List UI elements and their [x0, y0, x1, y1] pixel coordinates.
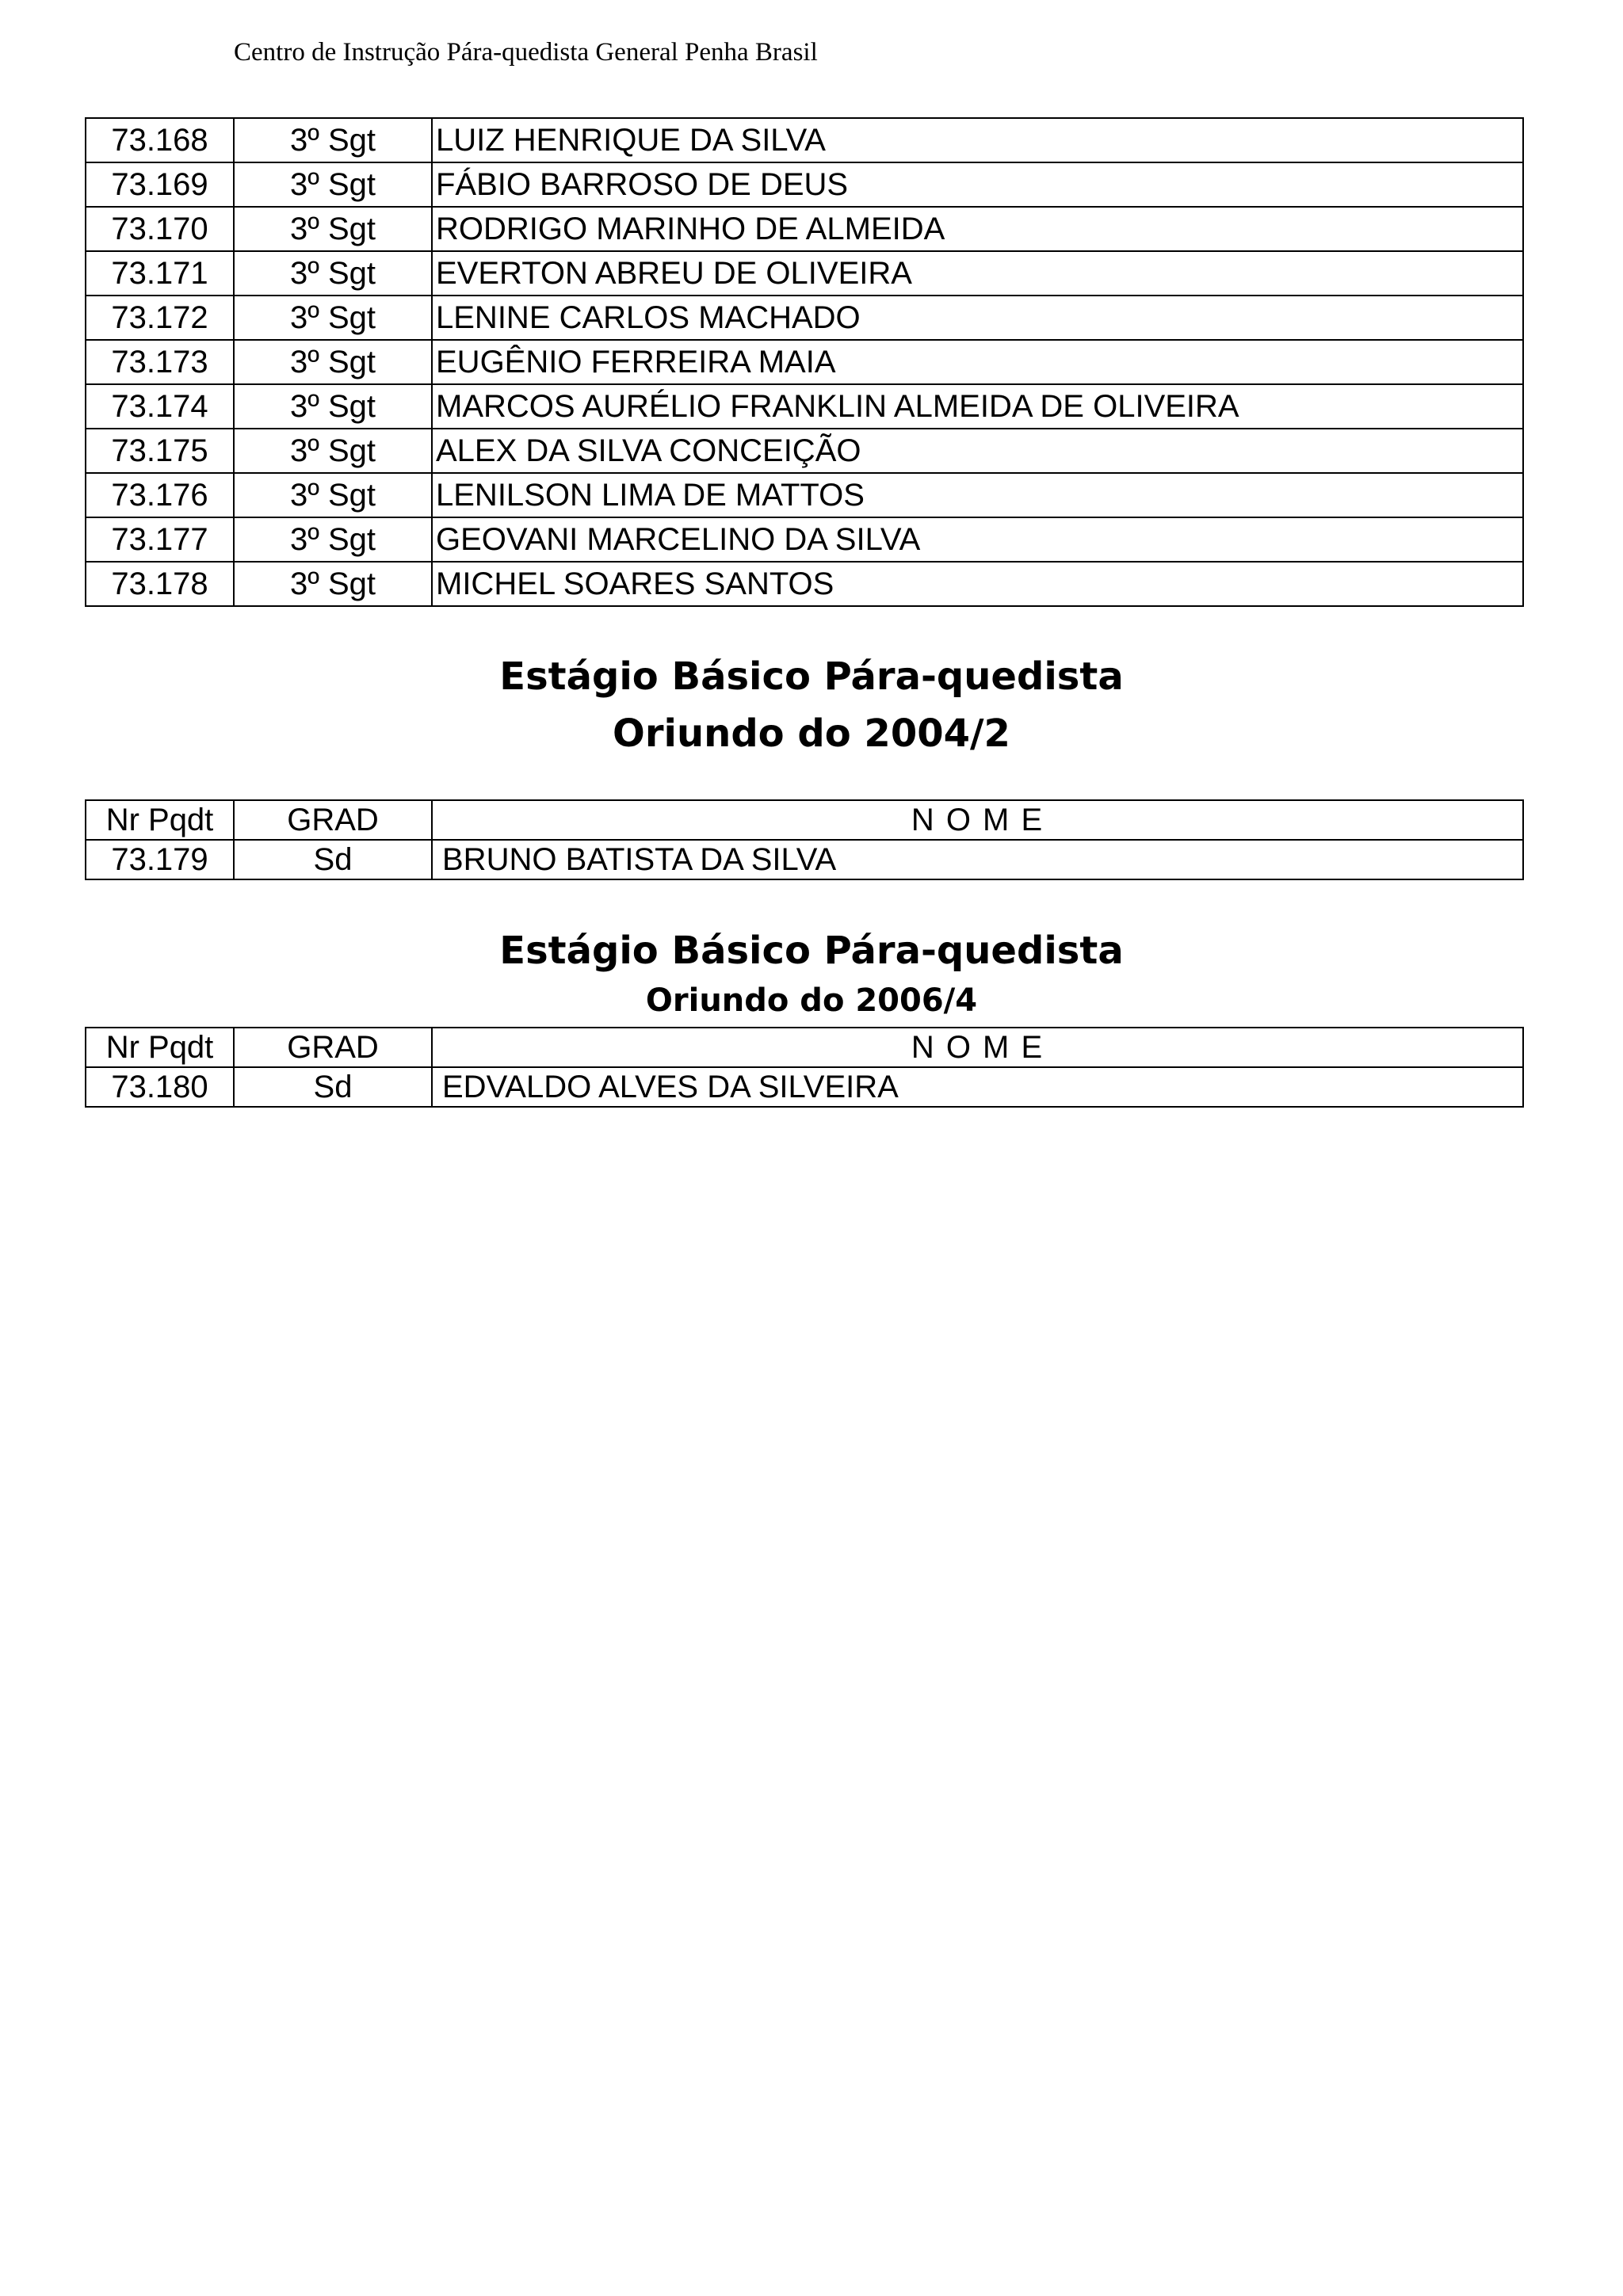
- table-header-row: [86, 1028, 1523, 1067]
- roster-table: [85, 117, 1524, 607]
- nr-pqdt-cell: 73.169: [86, 162, 234, 207]
- nr-pqdt-cell: 73.180: [86, 1067, 234, 1107]
- section-2006-subtitle: Oriundo do 2006/4: [645, 982, 978, 1019]
- name-cell: MARCOS AURÉLIO FRANKLIN ALMEIDA DE OLIVEIRA: [432, 384, 1523, 429]
- column-header-grad: GRAD: [234, 800, 432, 840]
- name-cell: EUGÊNIO FERREIRA MAIA: [432, 340, 1523, 384]
- section-2006-title: Estágio Básico Pára-quedista: [499, 929, 1124, 973]
- table-row: [86, 517, 1523, 562]
- nr-pqdt-cell: 73.174: [86, 384, 234, 429]
- grad-cell: 3º Sgt: [234, 340, 432, 384]
- roster-table-2004: [85, 799, 1524, 880]
- page-header: Centro de Instrução Pára-quedista General Penha Brasil: [234, 38, 818, 67]
- nr-pqdt-cell: 73.172: [86, 296, 234, 340]
- table-row: [86, 562, 1523, 606]
- column-header-grad: GRAD: [234, 1028, 432, 1067]
- grad-cell: 3º Sgt: [234, 429, 432, 473]
- nr-pqdt-cell: 73.168: [86, 118, 234, 162]
- grad-cell: 3º Sgt: [234, 207, 432, 251]
- table-row: [86, 384, 1523, 429]
- grad-cell: 3º Sgt: [234, 384, 432, 429]
- table-row: [86, 162, 1523, 207]
- grad-cell: 3º Sgt: [234, 118, 432, 162]
- name-cell: MICHEL SOARES SANTOS: [432, 562, 1523, 606]
- grad-cell: 3º Sgt: [234, 296, 432, 340]
- table-row: [86, 340, 1523, 384]
- table-row: [86, 840, 1523, 879]
- nr-pqdt-cell: 73.176: [86, 473, 234, 517]
- column-header-nome: N O M E: [432, 1028, 1523, 1067]
- nr-pqdt-cell: 73.177: [86, 517, 234, 562]
- nr-pqdt-cell: 73.178: [86, 562, 234, 606]
- name-cell: LENINE CARLOS MACHADO: [432, 296, 1523, 340]
- name-cell: BRUNO BATISTA DA SILVA: [432, 840, 1523, 879]
- section-2004-subtitle: Oriundo do 2004/2: [613, 711, 1010, 756]
- column-header-nome: N O M E: [432, 800, 1523, 840]
- name-cell: GEOVANI MARCELINO DA SILVA: [432, 517, 1523, 562]
- grad-cell: 3º Sgt: [234, 251, 432, 296]
- column-header-nr-pqdt: Nr Pqdt: [86, 800, 234, 840]
- table-row: [86, 118, 1523, 162]
- table-row: [86, 207, 1523, 251]
- nr-pqdt-cell: 73.170: [86, 207, 234, 251]
- name-cell: LENILSON LIMA DE MATTOS: [432, 473, 1523, 517]
- grad-cell: 3º Sgt: [234, 562, 432, 606]
- nr-pqdt-cell: 73.179: [86, 840, 234, 879]
- grad-cell: 3º Sgt: [234, 162, 432, 207]
- name-cell: FÁBIO BARROSO DE DEUS: [432, 162, 1523, 207]
- grad-cell: 3º Sgt: [234, 473, 432, 517]
- section-2004-title: Estágio Básico Pára-quedista: [499, 654, 1124, 699]
- grad-cell: Sd: [234, 1067, 432, 1107]
- table-row: [86, 1067, 1523, 1107]
- nr-pqdt-cell: 73.175: [86, 429, 234, 473]
- table-row: [86, 296, 1523, 340]
- name-cell: EDVALDO ALVES DA SILVEIRA: [432, 1067, 1523, 1107]
- name-cell: ALEX DA SILVA CONCEIÇÃO: [432, 429, 1523, 473]
- name-cell: RODRIGO MARINHO DE ALMEIDA: [432, 207, 1523, 251]
- roster-table-2006: [85, 1027, 1524, 1108]
- name-cell: EVERTON ABREU DE OLIVEIRA: [432, 251, 1523, 296]
- grad-cell: Sd: [234, 840, 432, 879]
- name-cell: LUIZ HENRIQUE DA SILVA: [432, 118, 1523, 162]
- table-row: [86, 473, 1523, 517]
- table-row: [86, 251, 1523, 296]
- nr-pqdt-cell: 73.173: [86, 340, 234, 384]
- table-header-row: [86, 800, 1523, 840]
- grad-cell: 3º Sgt: [234, 517, 432, 562]
- nr-pqdt-cell: 73.171: [86, 251, 234, 296]
- column-header-nr-pqdt: Nr Pqdt: [86, 1028, 234, 1067]
- table-row: [86, 429, 1523, 473]
